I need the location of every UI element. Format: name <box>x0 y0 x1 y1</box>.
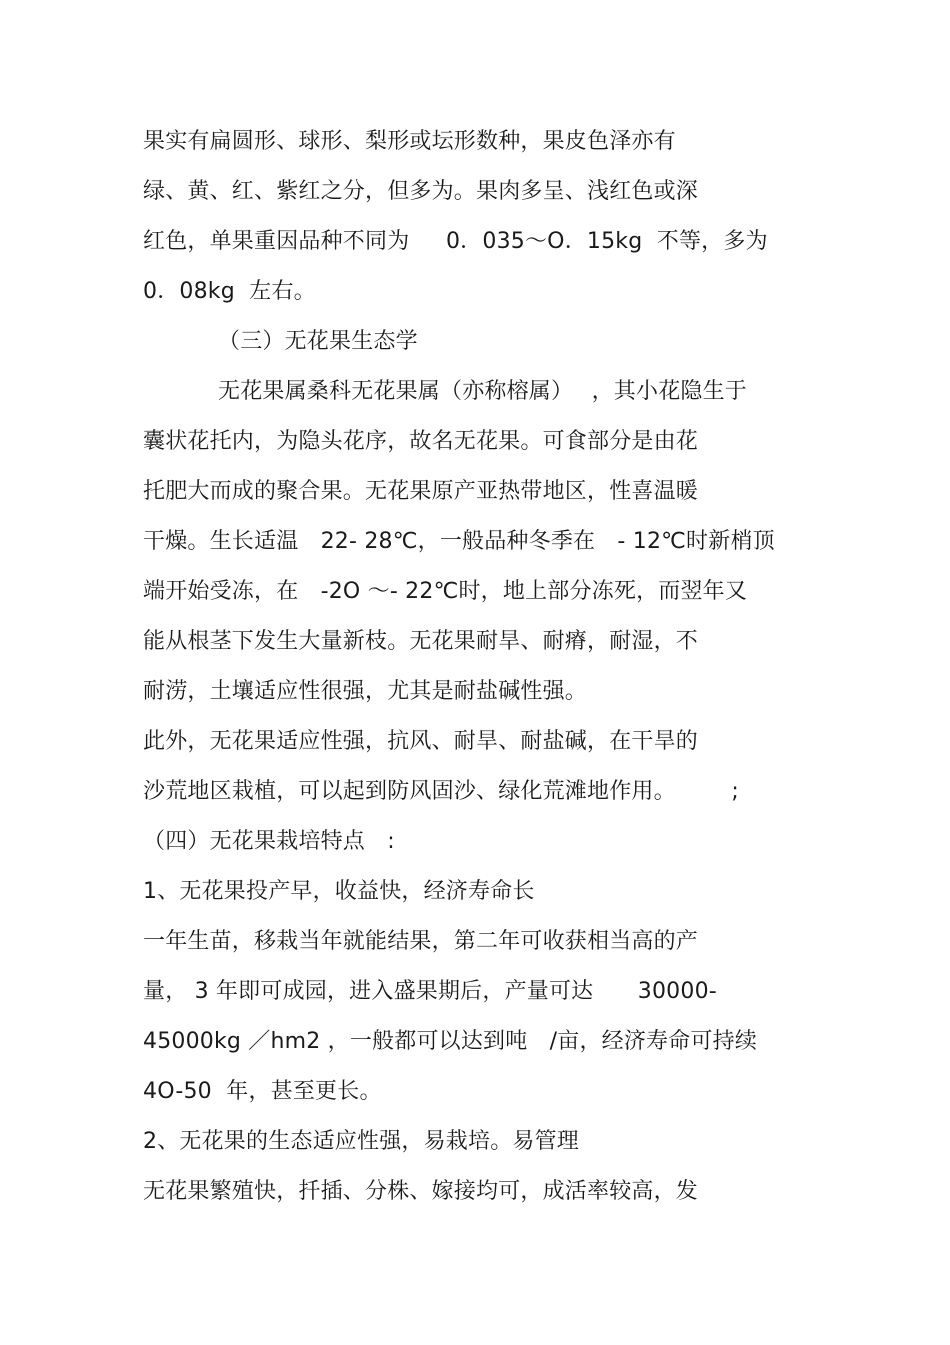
text-line: 一年生苗，移栽当年就能结果，第二年可收获相当高的产 <box>143 929 699 954</box>
text-line: 无花果繁殖快，扦插、分株、嫁接均可，成活率较高，发 <box>143 1179 699 1204</box>
text-line: 此外，无花果适应性强，抗风、耐旱、耐盐碱，在干旱的 <box>143 729 699 754</box>
text-line: 沙荒地区栽植，可以起到防风固沙、绿化荒滩地作用。 ; <box>143 779 740 804</box>
text-line: 果实有扁圆形、球形、梨形或坛形数种，果皮色泽亦有 <box>143 129 676 154</box>
text-line: 4O-50 年，甚至更长。 <box>143 1079 382 1104</box>
subsection-heading: 1、无花果投产早，收益快，经济寿命长 <box>143 879 535 904</box>
text-line: 无花果属桑科无花果属（亦称榕属） ，其小花隐生于 <box>218 379 747 404</box>
text-line: 托肥大而成的聚合果。无花果原产亚热带地区，性喜温暖 <box>143 479 699 504</box>
section-heading: （三）无花果生态学 <box>218 329 418 354</box>
text-line: 干燥。生长适温 22- 28℃，一般品种冬季在 - 12℃时新梢顶 <box>143 529 775 554</box>
text-line: 绿、黄、红、紫红之分，但多为。果肉多呈、浅红色或深 <box>143 179 699 204</box>
text-line: 耐涝，土壤适应性很强，尤其是耐盐碱性强。 <box>143 679 588 704</box>
text-line: 0．08kg 左右。 <box>143 279 316 304</box>
text-line: 45000kg ／hm2 ，一般都可以达到吨 /亩，经济寿命可持续 <box>143 1029 758 1054</box>
text-line: 红色，单果重因品种不同为 0．035～O．15kg 不等，多为 <box>143 229 768 254</box>
text-line: 量， 3 年即可成园，进入盛果期后，产量可达 30000- <box>143 979 717 1004</box>
section-heading: （四）无花果栽培特点 : <box>143 829 395 854</box>
text-line: 端开始受冻，在 -2O ～- 22℃时，地上部分冻死，而翌年又 <box>143 579 748 604</box>
text-line: 能从根茎下发生大量新枝。无花果耐旱、耐瘠，耐湿，不 <box>143 629 699 654</box>
text-line: 囊状花托内，为隐头花序，故名无花果。可食部分是由花 <box>143 429 699 454</box>
subsection-heading: 2、无花果的生态适应性强，易栽培。易管理 <box>143 1129 579 1154</box>
